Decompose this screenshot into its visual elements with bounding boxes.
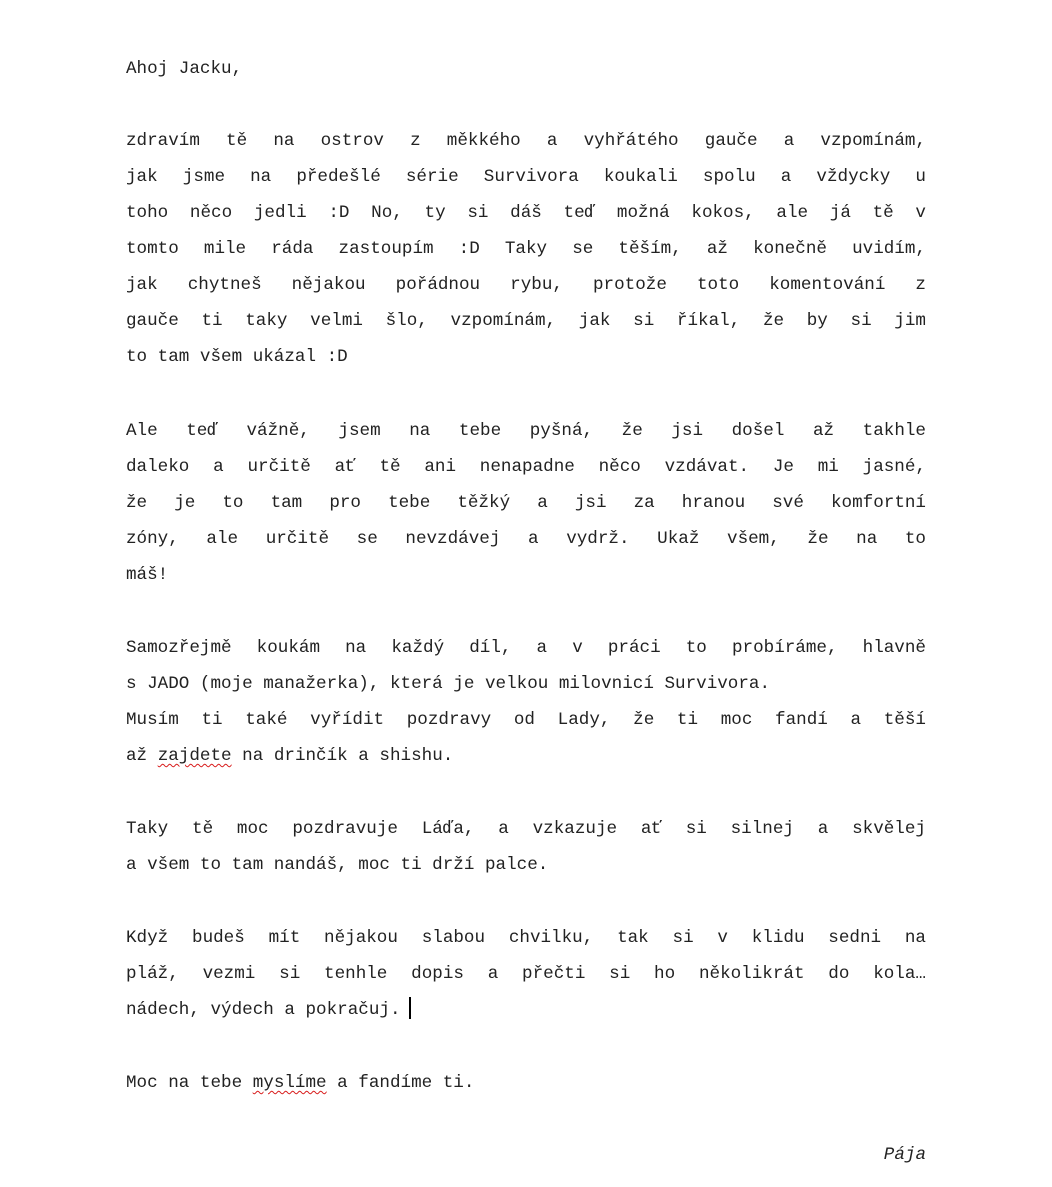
text-cursor <box>409 997 411 1019</box>
text-line: s JADO (moje manažerka), která je velkou milovnicí Survivora. <box>126 674 771 694</box>
text-line: jak jsme na předešlé série Survivora koukali spolu a vždycky u <box>126 167 926 187</box>
text-line: tomto mile ráda zastoupím :D Taky se těším, až konečně uvidím, <box>126 239 926 259</box>
text-segment: Moc na tebe <box>126 1073 253 1093</box>
text-line: pláž, vezmi si tenhle dopis a přečti si ho několikrát do kola… <box>126 964 926 984</box>
text-line: Samozřejmě koukám na každý díl, a v práci to probíráme, hlavně <box>126 638 926 658</box>
text-segment: nádech, výdech a pokračuj. <box>126 1000 401 1020</box>
text-line: toho něco jedli :D No, ty si dáš teď možná kokos, ale já tě v <box>126 203 926 223</box>
text-segment: a fandíme ti. <box>326 1073 475 1093</box>
text-line: gauče ti taky velmi šlo, vzpomínám, jak si říkal, že by si jim <box>126 311 926 331</box>
text-segment: na drinčík a shishu. <box>231 746 454 766</box>
text-line: daleko a určitě ať tě ani nenapadne něco vzdávat. Je mi jasné, <box>126 457 926 477</box>
paragraph-5 <box>126 920 926 1028</box>
text-line: to tam všem ukázal :D <box>126 347 348 367</box>
text-line <box>126 1065 926 1101</box>
text-line: Když budeš mít nějakou slabou chvilku, tak si v klidu sedni na <box>126 928 926 948</box>
text-line: zóny, ale určitě se nevzdávej a vydrž. Ukaž všem, že na to <box>126 529 926 549</box>
text-line: jak chytneš nějakou pořádnou rybu, protože toto komentování z <box>126 275 926 295</box>
closing-paragraph <box>126 1065 926 1101</box>
paragraph-4 <box>126 811 926 883</box>
paragraph-3 <box>126 630 926 774</box>
greeting-line: Ahoj Jacku, <box>126 59 243 79</box>
text-line <box>126 992 926 1028</box>
text-line: Taky tě moc pozdravuje Láďa, a vzkazuje ať si silnej a skvělej <box>126 819 926 839</box>
paragraph-1 <box>126 123 926 375</box>
greeting-paragraph <box>126 51 926 87</box>
text-line: zdravím tě na ostrov z měkkého a vyhřátého gauče a vzpomínám, <box>126 131 926 151</box>
misspelled-word[interactable]: myslíme <box>252 1073 327 1093</box>
paragraph-2 <box>126 413 926 593</box>
signature: Pája <box>883 1145 926 1165</box>
text-line: Ale teď vážně, jsem na tebe pyšná, že jsi došel až takhle <box>126 421 926 441</box>
text-line <box>126 738 926 774</box>
misspelled-word[interactable]: zajdete <box>157 746 232 766</box>
text-line: a všem to tam nandáš, moc ti drží palce. <box>126 855 549 875</box>
text-line: máš! <box>126 565 169 585</box>
text-line: že je to tam pro tebe těžký a jsi za hranou své komfortní <box>126 493 926 513</box>
text-segment: až <box>126 746 158 766</box>
text-line: Musím ti také vyřídit pozdravy od Lady, že ti moc fandí a těší <box>126 710 926 730</box>
